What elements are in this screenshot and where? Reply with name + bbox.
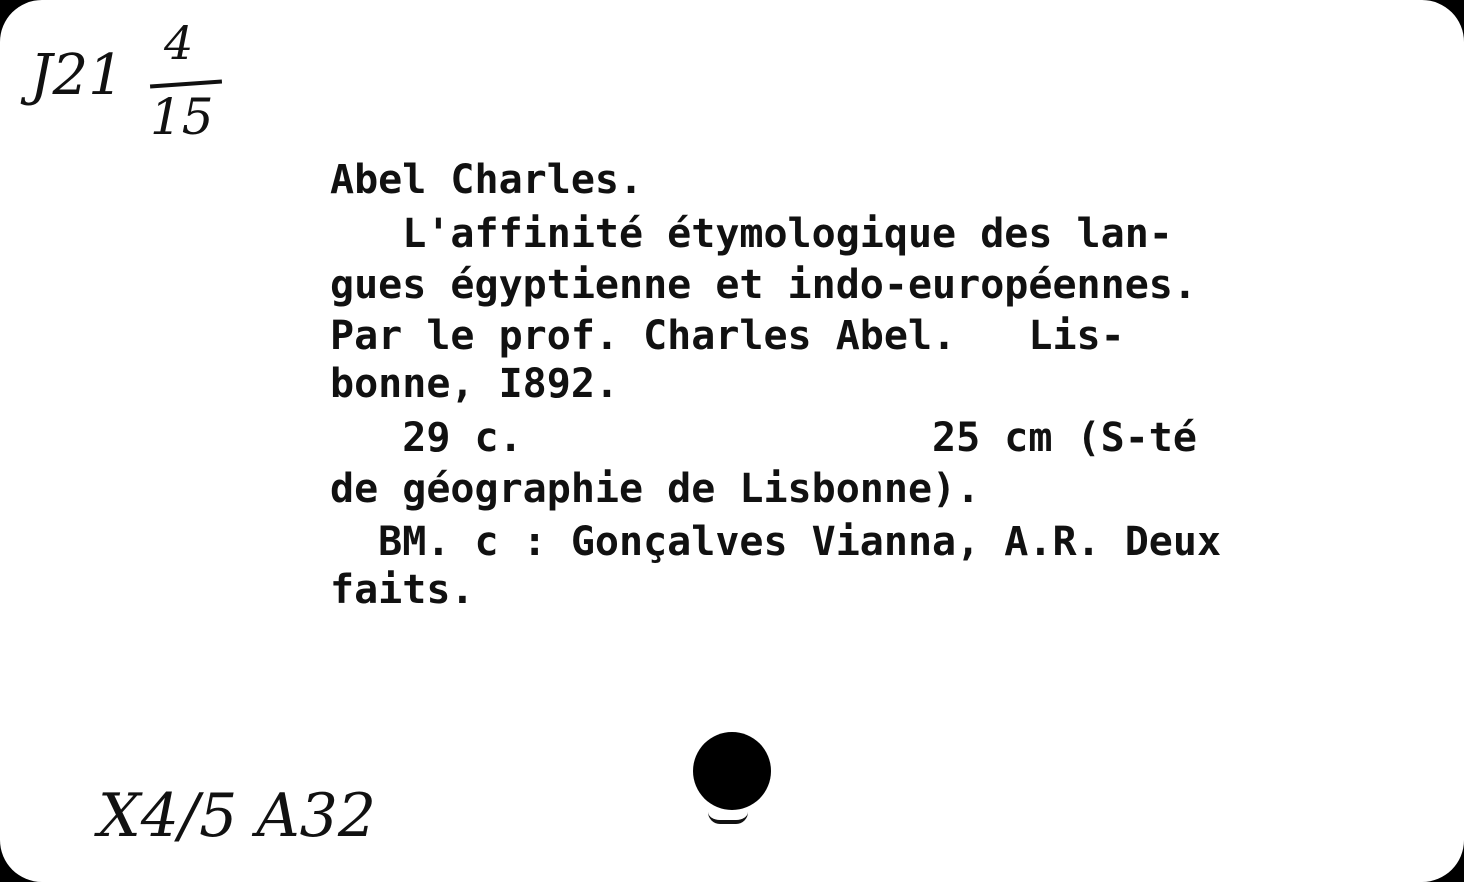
card-line-collation: 29 c. 25 cm (S-té [330, 415, 1197, 461]
punch-hole-mark [708, 812, 748, 824]
card-line-note-1: BM. c : Gonçalves Vianna, A.R. Deux [330, 519, 1222, 565]
punch-hole [693, 732, 771, 810]
card-line-series: de géographie de Lisbonne). [330, 466, 981, 512]
card-line-title-1: L'affinité étymologique des lan- [330, 211, 1173, 257]
card-line-note-2: faits. [330, 567, 475, 613]
card-line-imprint-1: Par le prof. Charles Abel. Lis- [330, 313, 1125, 359]
card-line-imprint-2: bonne, I892. [330, 361, 619, 407]
card-line-title-2: gues égyptienne et indo-européennes. [330, 262, 1197, 308]
shelfmark-bottom: X4/5 A32 [98, 781, 377, 851]
card-line-author: Abel Charles. [330, 157, 644, 203]
shelfmark-numerator: 4 [164, 16, 194, 70]
shelfmark-top-fraction [150, 16, 220, 146]
shelfmark-top-main: Ј21 [30, 43, 124, 108]
shelfmark-denominator: 15 [150, 88, 214, 146]
